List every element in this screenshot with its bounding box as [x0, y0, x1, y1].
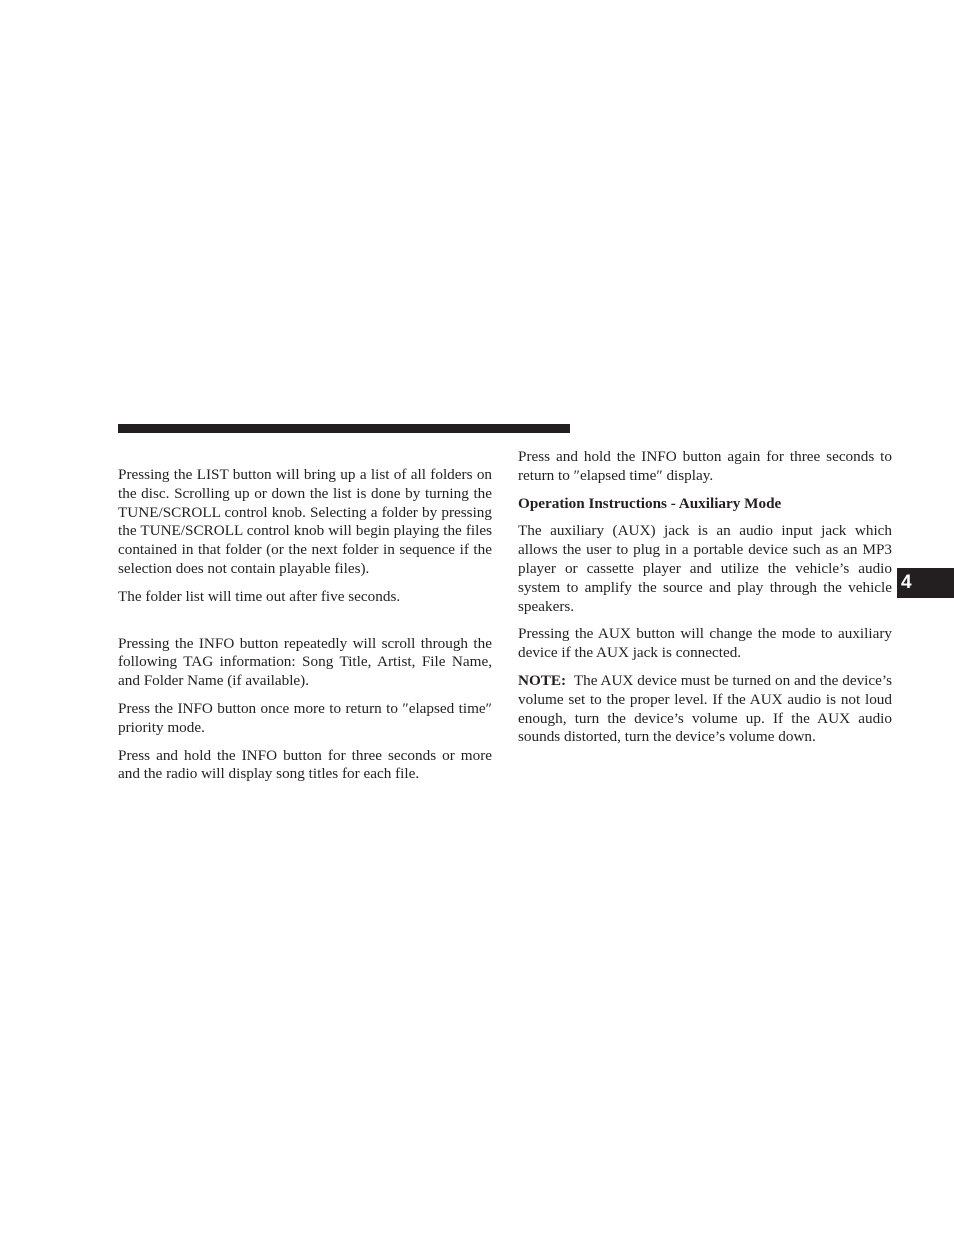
- left-text-column: [118, 466, 492, 793]
- song-titles-paragraph: Press and hold the INFO button for three seconds or more and the radio will display song titles for each file.: [118, 746, 492, 783]
- note-text: The AUX device must be turned on and the device’s volume set to the proper level. If the AUX audio is not loud enough, turn the device’s volume up. If the AUX audio sounds distorted, turn the device’s volume down.: [518, 671, 892, 746]
- note-paragraph: [518, 672, 892, 747]
- right-text-column: [518, 448, 892, 756]
- aux-jack-paragraph: The auxiliary (AUX) jack is an audio input jack which allows the user to plug in a portable device such as an MP3 player or cassette player and utilize the vehicle’s audio system to amplify the source and play through the vehicle speakers.: [518, 522, 892, 615]
- list-button-paragraph: Pressing the LIST button will bring up a list of all folders on the disc. Scrolling up or down the list is done by turning the TUNE/SCROLL control knob. Selecting a folder by pressing the TUNE/SCROLL control knob will begin playing the files contained in that folder (or the next folder in sequence if the selection does not contain playable files).: [118, 466, 492, 577]
- section-divider-bar: [118, 424, 570, 433]
- folder-timeout-paragraph: The folder list will time out after five seconds.: [118, 587, 401, 605]
- aux-button-paragraph: Pressing the AUX button will change the mode to auxiliary device if the AUX jack is connected.: [518, 625, 892, 662]
- info-button-paragraph: Pressing the INFO button repeatedly will scroll through the following TAG information: Song Title, Artist, File Name, and Folder Name (if available).: [118, 634, 492, 690]
- aux-mode-heading: Operation Instructions - Auxiliary Mode: [518, 494, 782, 512]
- chapter-tab: 4: [897, 568, 954, 598]
- note-label: NOTE:: [518, 671, 567, 689]
- elapsed-time-paragraph: Press the INFO button once more to return to ″elapsed time″ priority mode.: [118, 699, 492, 736]
- hold-info-paragraph: Press and hold the INFO button again for three seconds to return to ″elapsed time″ display.: [518, 448, 892, 484]
